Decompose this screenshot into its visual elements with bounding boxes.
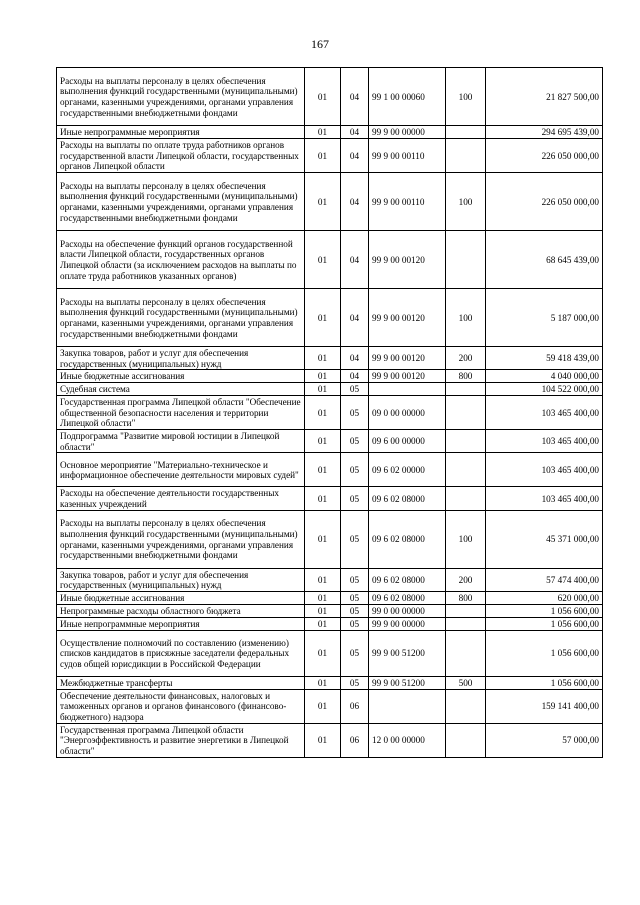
budget-section-cell: 01: [305, 487, 341, 510]
budget-expense-type-cell: 500: [446, 676, 486, 689]
budget-section-cell: 01: [305, 617, 341, 630]
budget-target-article-cell: 99 9 00 00000: [369, 126, 446, 139]
budget-expense-type-cell: [446, 396, 486, 430]
budget-target-article-cell: 99 9 00 00000: [369, 617, 446, 630]
table-row: [57, 370, 603, 383]
budget-name-cell: Расходы на выплаты персоналу в целях обеспечения выполнения функций государственными (муниципальными) органами, казенными учреждениями, органами управления государственными внебюджетными фондами: [57, 68, 305, 126]
budget-expense-type-cell: [446, 617, 486, 630]
budget-section-cell: 01: [305, 139, 341, 173]
table-row: [57, 430, 603, 453]
budget-name-cell: Закупка товаров, работ и услуг для обеспечения государственных (муниципальных) нужд: [57, 347, 305, 370]
budget-amount-cell: 21 827 500,00: [486, 68, 603, 126]
budget-amount-cell: 57 474 400,00: [486, 568, 603, 591]
budget-subsection-cell: 04: [341, 68, 369, 126]
budget-amount-cell: 620 000,00: [486, 591, 603, 604]
budget-table: [56, 67, 603, 758]
budget-target-article-cell: 99 9 00 00120: [369, 347, 446, 370]
budget-expense-type-cell: [446, 487, 486, 510]
budget-name-cell: Основное мероприятие "Материально-техническое и информационное обеспечение деятельности мировых судей": [57, 453, 305, 487]
budget-subsection-cell: 05: [341, 591, 369, 604]
budget-target-article-cell: 99 1 00 00060: [369, 68, 446, 126]
budget-subsection-cell: 05: [341, 676, 369, 689]
budget-subsection-cell: 05: [341, 604, 369, 617]
page-number: 167: [311, 37, 329, 51]
budget-name-cell: Судебная система: [57, 383, 305, 396]
budget-amount-cell: 103 465 400,00: [486, 487, 603, 510]
budget-amount-cell: 103 465 400,00: [486, 396, 603, 430]
budget-expense-type-cell: [446, 630, 486, 676]
budget-amount-cell: 103 465 400,00: [486, 453, 603, 487]
budget-section-cell: 01: [305, 231, 341, 289]
budget-target-article-cell: 99 9 00 00110: [369, 173, 446, 231]
budget-subsection-cell: 04: [341, 289, 369, 347]
budget-amount-cell: 1 056 600,00: [486, 617, 603, 630]
budget-target-article-cell: 09 0 00 00000: [369, 396, 446, 430]
budget-section-cell: 01: [305, 630, 341, 676]
budget-target-article-cell: 09 6 02 08000: [369, 510, 446, 568]
budget-target-article-cell: 99 9 00 00110: [369, 139, 446, 173]
budget-name-cell: Государственная программа Липецкой области "Энергоэффективность и развитие энергетики в Липецкой области": [57, 723, 305, 757]
budget-name-cell: Расходы на выплаты персоналу в целях обеспечения выполнения функций государственными (муниципальными) органами, казенными учреждениями, органами управления государственными внебюджетными фондами: [57, 173, 305, 231]
budget-expense-type-cell: [446, 231, 486, 289]
budget-name-cell: Иные непрограммные мероприятия: [57, 617, 305, 630]
budget-name-cell: Непрограммные расходы областного бюджета: [57, 604, 305, 617]
budget-subsection-cell: 05: [341, 630, 369, 676]
budget-name-cell: Расходы на выплаты персоналу в целях обеспечения выполнения функций государственными (муниципальными) органами, казенными учреждениями, органами управления государственными внебюджетными фондами: [57, 510, 305, 568]
table-row: [57, 126, 603, 139]
budget-expense-type-cell: [446, 723, 486, 757]
budget-amount-cell: 104 522 000,00: [486, 383, 603, 396]
budget-subsection-cell: 05: [341, 396, 369, 430]
budget-name-cell: Расходы на выплаты по оплате труда работников органов государственной власти Липецкой области, государственных органов Липецкой области: [57, 139, 305, 173]
table-row: [57, 723, 603, 757]
budget-amount-cell: 103 465 400,00: [486, 430, 603, 453]
table-row: [57, 617, 603, 630]
budget-subsection-cell: 05: [341, 568, 369, 591]
budget-section-cell: 01: [305, 604, 341, 617]
table-row: [57, 396, 603, 430]
budget-subsection-cell: 04: [341, 347, 369, 370]
budget-amount-cell: 45 371 000,00: [486, 510, 603, 568]
budget-section-cell: 01: [305, 510, 341, 568]
budget-subsection-cell: 06: [341, 689, 369, 723]
budget-section-cell: 01: [305, 453, 341, 487]
budget-expense-type-cell: 200: [446, 568, 486, 591]
budget-name-cell: Обеспечение деятельности финансовых, налоговых и таможенных органов и органов финансового (финансово-бюджетного) надзора: [57, 689, 305, 723]
budget-subsection-cell: 05: [341, 453, 369, 487]
table-row: [57, 289, 603, 347]
table-row: [57, 591, 603, 604]
budget-subsection-cell: 05: [341, 510, 369, 568]
budget-expense-type-cell: 100: [446, 289, 486, 347]
budget-name-cell: Иные непрограммные мероприятия: [57, 126, 305, 139]
budget-amount-cell: 1 056 600,00: [486, 630, 603, 676]
budget-name-cell: Подпрограмма "Развитие мировой юстиции в Липецкой области": [57, 430, 305, 453]
budget-subsection-cell: 04: [341, 139, 369, 173]
table-row: [57, 630, 603, 676]
budget-expense-type-cell: [446, 604, 486, 617]
budget-name-cell: Расходы на обеспечение функций органов государственной власти Липецкой области, государственных органов Липецкой области (за исключением расходов на выплаты по оплате труда работников указанных органов): [57, 231, 305, 289]
budget-section-cell: 01: [305, 689, 341, 723]
budget-expense-type-cell: 200: [446, 347, 486, 370]
budget-section-cell: 01: [305, 126, 341, 139]
table-row: [57, 676, 603, 689]
budget-target-article-cell: 99 9 00 00120: [369, 370, 446, 383]
budget-target-article-cell: 99 0 00 00000: [369, 604, 446, 617]
budget-amount-cell: 4 040 000,00: [486, 370, 603, 383]
budget-name-cell: Межбюджетные трансферты: [57, 676, 305, 689]
budget-amount-cell: 1 056 600,00: [486, 676, 603, 689]
budget-section-cell: 01: [305, 173, 341, 231]
budget-target-article-cell: 09 6 02 08000: [369, 487, 446, 510]
table-row: [57, 231, 603, 289]
budget-section-cell: 01: [305, 568, 341, 591]
budget-subsection-cell: 04: [341, 370, 369, 383]
budget-expense-type-cell: [446, 383, 486, 396]
budget-section-cell: 01: [305, 723, 341, 757]
budget-amount-cell: 59 418 439,00: [486, 347, 603, 370]
budget-subsection-cell: 04: [341, 126, 369, 139]
budget-expense-type-cell: [446, 139, 486, 173]
table-row: [57, 453, 603, 487]
budget-expense-type-cell: 800: [446, 591, 486, 604]
table-row: [57, 568, 603, 591]
table-row: [57, 510, 603, 568]
budget-target-article-cell: 09 6 02 00000: [369, 453, 446, 487]
budget-section-cell: 01: [305, 347, 341, 370]
budget-amount-cell: 5 187 000,00: [486, 289, 603, 347]
budget-amount-cell: 226 050 000,00: [486, 139, 603, 173]
budget-section-cell: 01: [305, 430, 341, 453]
budget-subsection-cell: 05: [341, 617, 369, 630]
budget-section-cell: 01: [305, 370, 341, 383]
table-row: [57, 689, 603, 723]
budget-name-cell: Осуществление полномочий по составлению (изменению) списков кандидатов в присяжные заседатели федеральных судов общей юрисдикции в Российской Федерации: [57, 630, 305, 676]
budget-expense-type-cell: [446, 126, 486, 139]
budget-target-article-cell: 12 0 00 00000: [369, 723, 446, 757]
budget-subsection-cell: 05: [341, 487, 369, 510]
budget-subsection-cell: 05: [341, 383, 369, 396]
budget-expense-type-cell: [446, 453, 486, 487]
table-row: [57, 68, 603, 126]
budget-section-cell: 01: [305, 383, 341, 396]
budget-expense-type-cell: 100: [446, 68, 486, 126]
budget-section-cell: 01: [305, 591, 341, 604]
budget-subsection-cell: 06: [341, 723, 369, 757]
budget-expense-type-cell: [446, 689, 486, 723]
table-row: [57, 139, 603, 173]
budget-section-cell: 01: [305, 676, 341, 689]
budget-amount-cell: 57 000,00: [486, 723, 603, 757]
budget-name-cell: Расходы на обеспечение деятельности государственных казенных учреждений: [57, 487, 305, 510]
budget-name-cell: Закупка товаров, работ и услуг для обеспечения государственных (муниципальных) нужд: [57, 568, 305, 591]
budget-target-article-cell: [369, 689, 446, 723]
table-row: [57, 604, 603, 617]
budget-name-cell: Иные бюджетные ассигнования: [57, 370, 305, 383]
budget-name-cell: Иные бюджетные ассигнования: [57, 591, 305, 604]
budget-section-cell: 01: [305, 396, 341, 430]
budget-expense-type-cell: [446, 430, 486, 453]
budget-amount-cell: 159 141 400,00: [486, 689, 603, 723]
budget-subsection-cell: 05: [341, 430, 369, 453]
budget-amount-cell: 68 645 439,00: [486, 231, 603, 289]
budget-subsection-cell: 04: [341, 173, 369, 231]
budget-target-article-cell: 99 9 00 00120: [369, 289, 446, 347]
budget-amount-cell: 294 695 439,00: [486, 126, 603, 139]
table-row: [57, 347, 603, 370]
budget-target-article-cell: 99 9 00 51200: [369, 630, 446, 676]
budget-subsection-cell: 04: [341, 231, 369, 289]
table-row: [57, 173, 603, 231]
budget-target-article-cell: 99 9 00 51200: [369, 676, 446, 689]
budget-expense-type-cell: 800: [446, 370, 486, 383]
budget-target-article-cell: 09 6 00 00000: [369, 430, 446, 453]
budget-name-cell: Расходы на выплаты персоналу в целях обеспечения выполнения функций государственными (муниципальными) органами, казенными учреждениями, органами управления государственными внебюджетными фондами: [57, 289, 305, 347]
budget-target-article-cell: 09 6 02 08000: [369, 568, 446, 591]
budget-target-article-cell: 09 6 02 08000: [369, 591, 446, 604]
budget-table-body: [57, 68, 603, 758]
budget-target-article-cell: 99 9 00 00120: [369, 231, 446, 289]
budget-name-cell: Государственная программа Липецкой области "Обеспечение общественной безопасности населения и территории Липецкой области": [57, 396, 305, 430]
budget-section-cell: 01: [305, 68, 341, 126]
budget-amount-cell: 1 056 600,00: [486, 604, 603, 617]
budget-amount-cell: 226 050 000,00: [486, 173, 603, 231]
table-row: [57, 383, 603, 396]
budget-expense-type-cell: 100: [446, 173, 486, 231]
budget-expense-type-cell: 100: [446, 510, 486, 568]
budget-section-cell: 01: [305, 289, 341, 347]
budget-target-article-cell: [369, 383, 446, 396]
table-row: [57, 487, 603, 510]
